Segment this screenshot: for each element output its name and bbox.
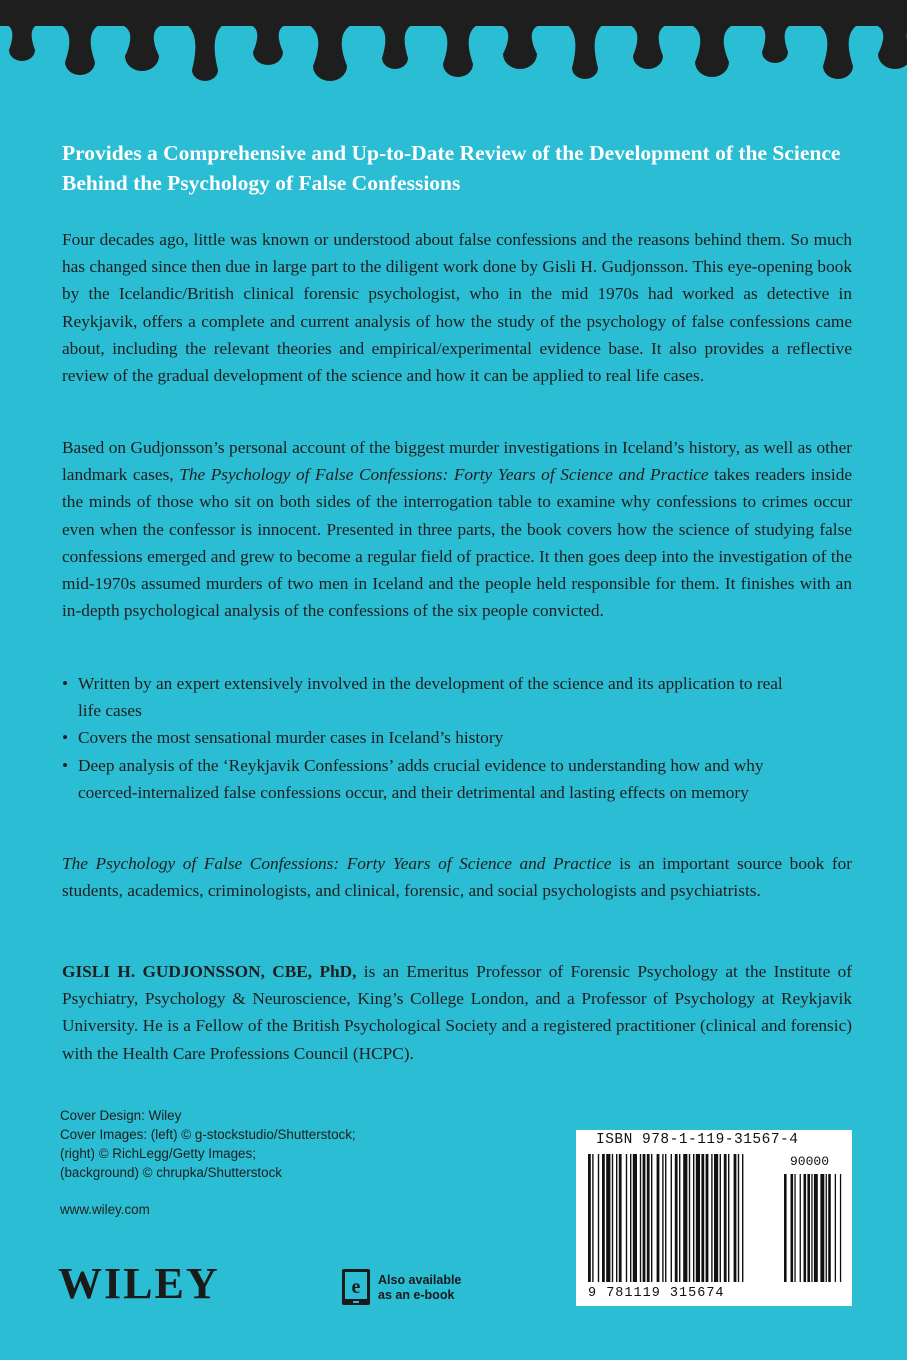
credit-line: Cover Images: (left) © g-stockstudio/Shutterstock; [60,1127,356,1142]
barcode-bars [584,1154,844,1284]
credit-line: (right) © RichLegg/Getty Images; [60,1146,256,1161]
author-name: GISLI H. GUDJONSSON, CBE, PhD, [62,962,357,981]
p2-text-before: Based on Gudjonsson’s personal account of the biggest murder investigations in Iceland’s history, as well as other landmark cases, [62,438,852,485]
description-paragraph-2 [62,434,852,624]
author-bio [62,958,852,1067]
isbn-label: ISBN 978-1-119-31567-4 [596,1132,799,1148]
credit-line: (background) © chrupka/Shutterstock [60,1165,282,1180]
description-paragraph-1: Four decades ago, little was known or understood about false confessions and the reasons behind them. So much has changed since then due in large part to the diligent work done by Gisli H. Gudjonsson. This eye-opening book by the Icelandic/British clinical forensic psychologist, who in the mid 1970s had worked as detective in Reykjavik, offers a complete and current analysis of how the study of the psychology of false confessions came about, including the relevant theories and empirical/experimental evidence base. It also provides a reflective review of the gradual development of the science and how it can be applied to real life cases. [62,230,852,386]
audience-paragraph [62,850,852,904]
feature-item: • Deep analysis of the ‘Reykjavik Confessions’ adds crucial evidence to understanding how and why coerced-internalized false confessions occur, and their detrimental and lasting effects on memory [62,752,802,806]
barcode [576,1130,852,1306]
author-bio-text: is an Emeritus Professor of Forensic Psychology at the Institute of Psychiatry, Psychology & Neuroscience, King’s College London, and a Professor of Psychology at Reykjavik University. He is a Fellow of the British Psychological Society and a registered practitioner (clinical and forensic) with the Health Care Professions Council (HCPC). [62,962,852,1063]
ebook-notice [378,1273,461,1303]
credit-line: Cover Design: Wiley [60,1108,182,1123]
ink-drip-border [0,0,907,100]
ebook-icon [341,1268,371,1306]
p3-book-title: The Psychology of False Confessions: Forty Years of Science and Practice [62,854,612,873]
p3-text-after: is an important source book for students, academics, criminologists, and clinical, forensic, and social psychologists and psychiatrists. [62,854,852,901]
ebook-line-2: as an e-book [378,1288,455,1302]
barcode-addon: 90000 [790,1154,830,1169]
headline: Provides a Comprehensive and Up-to-Date Review of the Development of the Science Behind the Psychology of False Confessions [62,141,841,195]
p2-text-after: takes readers inside the minds of those who sit on both sides of the interrogation table to examine why confessions to crimes occur even when the confessor is innocent. Presented in three parts, the book covers how the science of studying false confessions emerged and grew to become a regular field of practice. It then goes deep into the investigation of the mid-1970s assumed murders of two men in Iceland and the people held responsible for them. It finishes with an in-depth psychological analysis of the confessions of the six people convicted. [62,465,853,621]
feature-list [62,670,802,806]
svg-text:e: e [351,1276,361,1298]
ean-number: 9 781119 315674 [588,1286,725,1301]
p2-book-title: The Psychology of False Confessions: Forty Years of Science and Practice [179,465,709,485]
ebook-line-1: Also available [378,1273,462,1287]
publisher-url: www.wiley.com [60,1202,150,1217]
feature-item: • Covers the most sensational murder cases in Iceland’s history [62,724,802,751]
feature-item: • Written by an expert extensively involved in the development of the science and its application to real life cases [62,670,802,724]
publisher-logo: WILEY [58,1259,220,1308]
cover-credits [60,1106,420,1182]
